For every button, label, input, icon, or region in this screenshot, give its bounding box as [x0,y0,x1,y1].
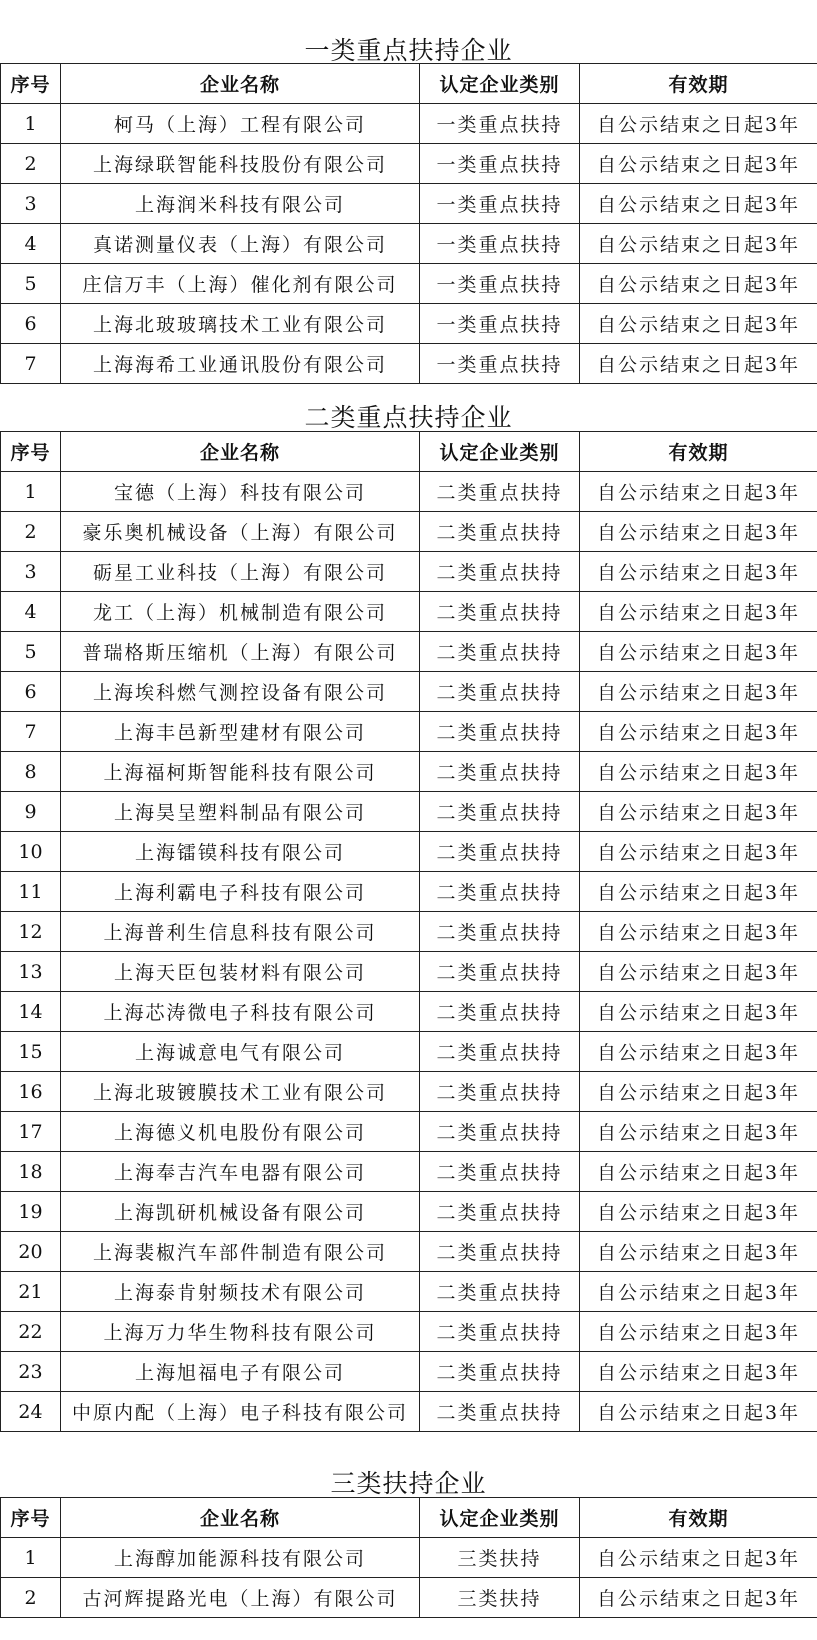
cell-name: 上海泰肯射频技术有限公司 [61,1272,420,1312]
cell-validity: 自公示结束之日起3年 [580,592,817,632]
cell-name: 上海德义机电股份有限公司 [61,1112,420,1152]
cell-validity: 自公示结束之日起3年 [580,1152,817,1192]
table-row [1,872,817,912]
table-header-row [1,64,817,104]
table-row [1,832,817,872]
header-name: 企业名称 [61,432,420,472]
cell-validity: 自公示结束之日起3年 [580,992,817,1032]
cell-name: 上海裴椒汽车部件制造有限公司 [61,1232,420,1272]
header-seq: 序号 [1,1498,61,1538]
enterprise-table [0,431,817,1432]
table-row [1,512,817,552]
cell-category: 三类扶持 [420,1578,580,1618]
cell-category: 二类重点扶持 [420,1312,580,1352]
enterprise-table [0,63,817,384]
table-row [1,1192,817,1232]
cell-name: 上海北玻镀膜技术工业有限公司 [61,1072,420,1112]
cell-category: 二类重点扶持 [420,1032,580,1072]
table-row [1,1072,817,1112]
cell-seq: 1 [1,1538,61,1578]
cell-category: 一类重点扶持 [420,344,580,384]
cell-validity: 自公示结束之日起3年 [580,304,817,344]
cell-category: 一类重点扶持 [420,304,580,344]
cell-validity: 自公示结束之日起3年 [580,184,817,224]
cell-seq: 19 [1,1192,61,1232]
cell-seq: 16 [1,1072,61,1112]
cell-validity: 自公示结束之日起3年 [580,912,817,952]
cell-name: 上海诚意电气有限公司 [61,1032,420,1072]
cell-validity: 自公示结束之日起3年 [580,792,817,832]
cell-validity: 自公示结束之日起3年 [580,672,817,712]
cell-seq: 2 [1,1578,61,1618]
cell-validity: 自公示结束之日起3年 [580,712,817,752]
cell-validity: 自公示结束之日起3年 [580,552,817,592]
cell-category: 一类重点扶持 [420,264,580,304]
cell-category: 三类扶持 [420,1538,580,1578]
table-row [1,104,817,144]
enterprise-table [0,1497,817,1618]
cell-name: 上海芯涛微电子科技有限公司 [61,992,420,1032]
table-row [1,1152,817,1192]
cell-name: 上海福柯斯智能科技有限公司 [61,752,420,792]
header-validity: 有效期 [580,1498,817,1538]
cell-seq: 1 [1,104,61,144]
cell-seq: 10 [1,832,61,872]
table-row [1,472,817,512]
cell-name: 古河辉提路光电（上海）有限公司 [61,1578,420,1618]
cell-category: 二类重点扶持 [420,472,580,512]
cell-validity: 自公示结束之日起3年 [580,752,817,792]
cell-validity: 自公示结束之日起3年 [580,264,817,304]
cell-name: 上海润米科技有限公司 [61,184,420,224]
table-header-row [1,1498,817,1538]
cell-seq: 6 [1,304,61,344]
cell-seq: 7 [1,712,61,752]
cell-name: 上海凯研机械设备有限公司 [61,1192,420,1232]
cell-seq: 4 [1,224,61,264]
cell-validity: 自公示结束之日起3年 [580,1312,817,1352]
cell-name: 上海天臣包装材料有限公司 [61,952,420,992]
table-row [1,304,817,344]
cell-seq: 9 [1,792,61,832]
cell-seq: 23 [1,1352,61,1392]
cell-category: 二类重点扶持 [420,1232,580,1272]
cell-seq: 5 [1,264,61,304]
cell-validity: 自公示结束之日起3年 [580,872,817,912]
cell-seq: 11 [1,872,61,912]
cell-seq: 14 [1,992,61,1032]
cell-seq: 2 [1,512,61,552]
cell-name: 上海昊呈塑料制品有限公司 [61,792,420,832]
table-row [1,632,817,672]
table-row [1,184,817,224]
cell-seq: 5 [1,632,61,672]
cell-validity: 自公示结束之日起3年 [580,832,817,872]
cell-validity: 自公示结束之日起3年 [580,1112,817,1152]
cell-name: 上海旭福电子有限公司 [61,1352,420,1392]
cell-seq: 18 [1,1152,61,1192]
cell-name: 上海埃科燃气测控设备有限公司 [61,672,420,712]
cell-name: 上海海希工业通讯股份有限公司 [61,344,420,384]
cell-name: 上海北玻玻璃技术工业有限公司 [61,304,420,344]
cell-category: 二类重点扶持 [420,592,580,632]
table-row [1,1392,817,1432]
table-row [1,992,817,1032]
cell-seq: 6 [1,672,61,712]
header-validity: 有效期 [580,432,817,472]
cell-validity: 自公示结束之日起3年 [580,1538,817,1578]
cell-seq: 17 [1,1112,61,1152]
cell-seq: 2 [1,144,61,184]
cell-category: 二类重点扶持 [420,632,580,672]
header-category: 认定企业类别 [420,1498,580,1538]
cell-seq: 20 [1,1232,61,1272]
cell-name: 龙工（上海）机械制造有限公司 [61,592,420,632]
cell-name: 中原内配（上海）电子科技有限公司 [61,1392,420,1432]
cell-category: 二类重点扶持 [420,1072,580,1112]
header-seq: 序号 [1,64,61,104]
cell-name: 砺星工业科技（上海）有限公司 [61,552,420,592]
table-header-row [1,432,817,472]
cell-category: 一类重点扶持 [420,104,580,144]
cell-name: 上海丰邑新型建材有限公司 [61,712,420,752]
cell-category: 二类重点扶持 [420,952,580,992]
cell-validity: 自公示结束之日起3年 [580,1352,817,1392]
table-row [1,792,817,832]
cell-validity: 自公示结束之日起3年 [580,1578,817,1618]
cell-seq: 12 [1,912,61,952]
cell-category: 二类重点扶持 [420,1352,580,1392]
cell-category: 二类重点扶持 [420,992,580,1032]
cell-category: 二类重点扶持 [420,872,580,912]
cell-name: 上海绿联智能科技股份有限公司 [61,144,420,184]
cell-validity: 自公示结束之日起3年 [580,1032,817,1072]
cell-seq: 4 [1,592,61,632]
cell-category: 一类重点扶持 [420,224,580,264]
table-row [1,952,817,992]
section-title: 二类重点扶持企业 [304,403,513,432]
cell-seq: 24 [1,1392,61,1432]
header-category: 认定企业类别 [420,64,580,104]
cell-category: 二类重点扶持 [420,752,580,792]
cell-category: 一类重点扶持 [420,184,580,224]
cell-category: 二类重点扶持 [420,512,580,552]
table-row [1,552,817,592]
header-seq: 序号 [1,432,61,472]
cell-validity: 自公示结束之日起3年 [580,952,817,992]
cell-seq: 3 [1,184,61,224]
cell-name: 上海万力华生物科技有限公司 [61,1312,420,1352]
table-row [1,144,817,184]
table-row [1,912,817,952]
cell-name: 普瑞格斯压缩机（上海）有限公司 [61,632,420,672]
cell-category: 二类重点扶持 [420,912,580,952]
cell-category: 一类重点扶持 [420,144,580,184]
table-row [1,1032,817,1072]
section-title: 一类重点扶持企业 [304,36,513,65]
cell-category: 二类重点扶持 [420,1152,580,1192]
table-row [1,344,817,384]
cell-name: 豪乐奥机械设备（上海）有限公司 [61,512,420,552]
table-row [1,1272,817,1312]
cell-validity: 自公示结束之日起3年 [580,1272,817,1312]
cell-name: 庄信万丰（上海）催化剂有限公司 [61,264,420,304]
cell-name: 柯马（上海）工程有限公司 [61,104,420,144]
cell-validity: 自公示结束之日起3年 [580,1392,817,1432]
cell-name: 上海醇加能源科技有限公司 [61,1538,420,1578]
cell-validity: 自公示结束之日起3年 [580,472,817,512]
cell-seq: 21 [1,1272,61,1312]
cell-category: 二类重点扶持 [420,832,580,872]
cell-name: 上海普利生信息科技有限公司 [61,912,420,952]
header-name: 企业名称 [61,64,420,104]
cell-validity: 自公示结束之日起3年 [580,1232,817,1272]
table-row [1,1312,817,1352]
table-row [1,712,817,752]
cell-seq: 8 [1,752,61,792]
cell-name: 上海利霸电子科技有限公司 [61,872,420,912]
cell-validity: 自公示结束之日起3年 [580,104,817,144]
cell-category: 二类重点扶持 [420,1112,580,1152]
cell-name: 宝德（上海）科技有限公司 [61,472,420,512]
table-row [1,1578,817,1618]
table-row [1,1538,817,1578]
cell-category: 二类重点扶持 [420,1192,580,1232]
cell-validity: 自公示结束之日起3年 [580,632,817,672]
table-row [1,592,817,632]
cell-seq: 1 [1,472,61,512]
cell-seq: 13 [1,952,61,992]
cell-validity: 自公示结束之日起3年 [580,512,817,552]
header-name: 企业名称 [61,1498,420,1538]
cell-seq: 7 [1,344,61,384]
table-row [1,1232,817,1272]
cell-validity: 自公示结束之日起3年 [580,144,817,184]
table-row [1,1112,817,1152]
table-row [1,672,817,712]
cell-category: 二类重点扶持 [420,552,580,592]
cell-validity: 自公示结束之日起3年 [580,344,817,384]
cell-category: 二类重点扶持 [420,672,580,712]
cell-name: 真诺测量仪表（上海）有限公司 [61,224,420,264]
header-category: 认定企业类别 [420,432,580,472]
section-title: 三类扶持企业 [330,1469,487,1498]
cell-category: 二类重点扶持 [420,792,580,832]
table-row [1,224,817,264]
table-row [1,264,817,304]
cell-seq: 3 [1,552,61,592]
table-row [1,1352,817,1392]
table-row [1,752,817,792]
cell-validity: 自公示结束之日起3年 [580,1192,817,1232]
cell-category: 二类重点扶持 [420,1392,580,1432]
cell-seq: 22 [1,1312,61,1352]
header-validity: 有效期 [580,64,817,104]
cell-validity: 自公示结束之日起3年 [580,1072,817,1112]
cell-category: 二类重点扶持 [420,1272,580,1312]
cell-name: 上海镭镆科技有限公司 [61,832,420,872]
cell-name: 上海奉吉汽车电器有限公司 [61,1152,420,1192]
cell-validity: 自公示结束之日起3年 [580,224,817,264]
cell-category: 二类重点扶持 [420,712,580,752]
cell-seq: 15 [1,1032,61,1072]
